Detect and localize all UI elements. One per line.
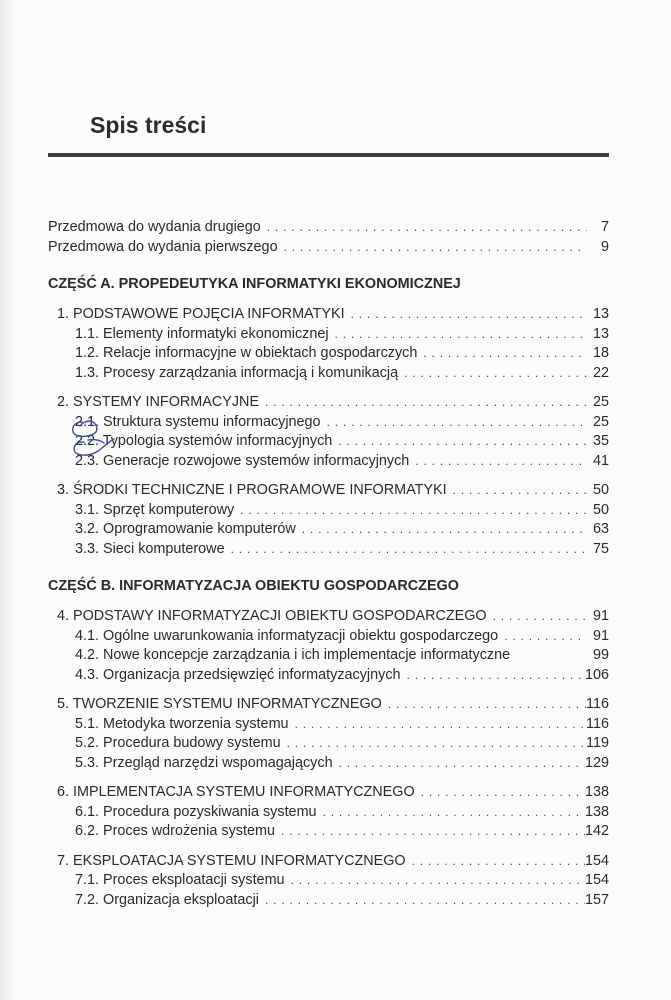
entry-page: 13 bbox=[592, 325, 609, 342]
toc-entry-section[interactable] bbox=[48, 627, 609, 647]
entry-page: 91 bbox=[592, 608, 609, 624]
leader-dots bbox=[317, 803, 585, 823]
entry-page: 138 bbox=[584, 803, 609, 820]
entry-title: Przedmowa do wydania pierwszego bbox=[48, 238, 278, 255]
entry-page: 9 bbox=[600, 238, 609, 255]
entry-page: 35 bbox=[592, 433, 609, 449]
entry-title: 6.2. Proces wdrożenia systemu bbox=[75, 823, 275, 839]
entry-page: 25 bbox=[592, 413, 609, 430]
entry-title: 4. PODSTAWY INFORMATYZACJI OBIEKTU GOSPODARCZEGO bbox=[57, 608, 487, 624]
entry-title: 5.2. Procedura budowy systemu bbox=[75, 735, 281, 751]
toc-entry-section[interactable] bbox=[48, 540, 609, 560]
entry-title: 3. ŚRODKI TECHNICZNE I PROGRAMOWE INFORMATYKI bbox=[57, 482, 447, 498]
toc-entry-section[interactable] bbox=[48, 646, 609, 666]
leader-dots bbox=[406, 852, 585, 872]
entry-page: 50 bbox=[592, 482, 609, 498]
leader-dots bbox=[296, 520, 587, 540]
entry-title: 4.2. Nowe koncepcje zarządzania i ich implementacje informatyczne bbox=[75, 647, 511, 663]
entry-page: 154 bbox=[584, 872, 609, 888]
table-of-contents bbox=[48, 218, 609, 910]
entry-title: 5. TWORZENIE SYSTEMU INFORMATYCZNEGO bbox=[57, 696, 382, 712]
leader-dots bbox=[333, 754, 585, 774]
entry-page: 154 bbox=[584, 852, 609, 869]
toc-entry-section[interactable] bbox=[48, 715, 609, 735]
entry-page: 75 bbox=[592, 540, 609, 557]
toc-entry-section[interactable] bbox=[48, 520, 609, 540]
entry-title: 3.1. Sprzęt komputerowy bbox=[75, 501, 235, 518]
leader-dots bbox=[289, 715, 586, 735]
toc-entry-preface[interactable] bbox=[48, 218, 609, 238]
part-heading: CZĘŚĆ A. PROPEDEUTYKA INFORMATYKI EKONOMICZNEJ bbox=[48, 276, 461, 292]
leader-dots bbox=[329, 325, 587, 345]
page-title: Spis treści bbox=[90, 112, 207, 138]
toc-entry-preface[interactable] bbox=[48, 238, 609, 258]
entry-page: 142 bbox=[584, 823, 609, 839]
toc-entry-chapter[interactable] bbox=[48, 607, 609, 627]
toc-entry-chapter[interactable] bbox=[48, 305, 609, 325]
entry-page: 13 bbox=[592, 306, 609, 322]
leader-dots bbox=[278, 238, 587, 258]
entry-title: Przedmowa do wydania drugiego bbox=[48, 219, 261, 235]
entry-title: 7.1. Proces eksploatacji systemu bbox=[75, 872, 285, 888]
entry-title: 4.3. Organizacja przedsięwzięć informatyzacyjnych bbox=[75, 666, 401, 683]
entry-page: 22 bbox=[592, 364, 609, 381]
entry-page: 116 bbox=[586, 696, 609, 712]
entry-title: 3.2. Oprogramowanie komputerów bbox=[75, 521, 296, 537]
toc-entry-section[interactable] bbox=[48, 364, 609, 384]
leader-dots bbox=[487, 607, 587, 627]
entry-page: 41 bbox=[592, 452, 609, 469]
entry-title: 1.2. Relacje informacyjne w obiektach gospodarczych bbox=[75, 345, 418, 361]
entry-title: 5.3. Przegląd narzędzi wspomagających bbox=[75, 754, 333, 771]
entry-title: 4.1. Ogólne uwarunkowania informatyzacji obiektu gospodarczego bbox=[75, 627, 499, 644]
entry-title: 1. PODSTAWOWE POJĘCIA INFORMATYKI bbox=[57, 306, 345, 322]
entry-page: 99 bbox=[592, 647, 609, 663]
toc-entry-section[interactable] bbox=[48, 734, 609, 754]
entry-page: 7 bbox=[600, 219, 609, 235]
leader-dots bbox=[409, 452, 587, 472]
toc-entry-chapter[interactable] bbox=[48, 852, 609, 872]
entry-page: 106 bbox=[584, 666, 609, 683]
part-heading: CZĘŚĆ B. INFORMATYZACJA OBIEKTU GOSPODARCZEGO bbox=[48, 578, 459, 594]
toc-entry-chapter[interactable] bbox=[48, 783, 609, 803]
leader-dots bbox=[281, 734, 586, 754]
leader-dots bbox=[275, 822, 585, 842]
toc-entry-section[interactable] bbox=[48, 432, 609, 452]
toc-entry-section[interactable] bbox=[48, 413, 609, 433]
leader-dots bbox=[382, 695, 586, 715]
entry-page: 116 bbox=[586, 715, 609, 732]
entry-page: 50 bbox=[592, 501, 609, 518]
toc-entry-section[interactable] bbox=[48, 754, 609, 774]
entry-page: 91 bbox=[592, 627, 609, 644]
leader-dots bbox=[225, 540, 587, 560]
toc-entry-chapter[interactable] bbox=[48, 481, 609, 501]
entry-title: 6. IMPLEMENTACJA SYSTEMU INFORMATYCZNEGO bbox=[57, 784, 415, 800]
leader-dots bbox=[332, 432, 587, 452]
entry-title: 6.1. Procedura pozyskiwania systemu bbox=[75, 803, 317, 820]
toc-entry-section[interactable] bbox=[48, 891, 609, 911]
leader-dots bbox=[261, 218, 587, 238]
leader-dots bbox=[234, 501, 587, 521]
entry-title: 2. SYSTEMY INFORMACYJNE bbox=[57, 394, 260, 410]
toc-entry-section[interactable] bbox=[48, 822, 609, 842]
entry-page: 129 bbox=[584, 754, 609, 771]
entry-page: 157 bbox=[584, 891, 609, 908]
entry-page: 25 bbox=[592, 394, 609, 410]
leader-dots bbox=[285, 871, 585, 891]
toc-entry-section[interactable] bbox=[48, 344, 609, 364]
toc-entry-section[interactable] bbox=[48, 666, 609, 686]
entry-page: 18 bbox=[592, 345, 609, 361]
toc-entry-section[interactable] bbox=[48, 803, 609, 823]
entry-title: 7.2. Organizacja eksploatacji bbox=[75, 891, 259, 908]
leader-dots bbox=[321, 413, 587, 433]
entry-page: 138 bbox=[584, 784, 609, 800]
entry-title: 7. EKSPLOATACJA SYSTEMU INFORMATYCZNEGO bbox=[57, 852, 406, 869]
entry-title: 2.2. Typologia systemów informacyjnych bbox=[75, 433, 333, 449]
toc-entry-section[interactable] bbox=[48, 325, 609, 345]
leader-dots bbox=[345, 305, 587, 325]
leader-dots bbox=[259, 393, 587, 413]
leader-dots bbox=[259, 891, 585, 911]
parts bbox=[48, 273, 609, 910]
leader-dots bbox=[401, 666, 585, 686]
title-rule bbox=[48, 153, 609, 157]
leader-dots bbox=[447, 481, 587, 501]
entry-title: 2.3. Generacje rozwojowe systemów informacyjnych bbox=[75, 452, 410, 469]
entry-title: 3.3. Sieci komputerowe bbox=[75, 540, 225, 557]
toc-entry-chapter[interactable] bbox=[48, 393, 609, 413]
toc-entry-section[interactable] bbox=[48, 871, 609, 891]
entry-title: 1.3. Procesy zarządzania informacją i komunikacją bbox=[75, 364, 399, 381]
entry-page: 63 bbox=[592, 521, 609, 537]
leader-dots bbox=[498, 627, 587, 647]
entry-page: 119 bbox=[586, 735, 609, 751]
entry-title: 5.1. Metodyka tworzenia systemu bbox=[75, 715, 289, 732]
entry-title: 2.1. Struktura systemu informacyjnego bbox=[75, 413, 321, 430]
toc-entry-section[interactable] bbox=[48, 452, 609, 472]
prefaces bbox=[48, 218, 609, 257]
toc-entry-section[interactable] bbox=[48, 501, 609, 521]
toc-entry-chapter[interactable] bbox=[48, 695, 609, 715]
leader-dots bbox=[417, 344, 587, 364]
leader-dots bbox=[415, 783, 585, 803]
entry-title: 1.1. Elementy informatyki ekonomicznej bbox=[75, 325, 329, 342]
page-edge-shadow bbox=[0, 0, 14, 1000]
leader-dots bbox=[398, 364, 587, 384]
